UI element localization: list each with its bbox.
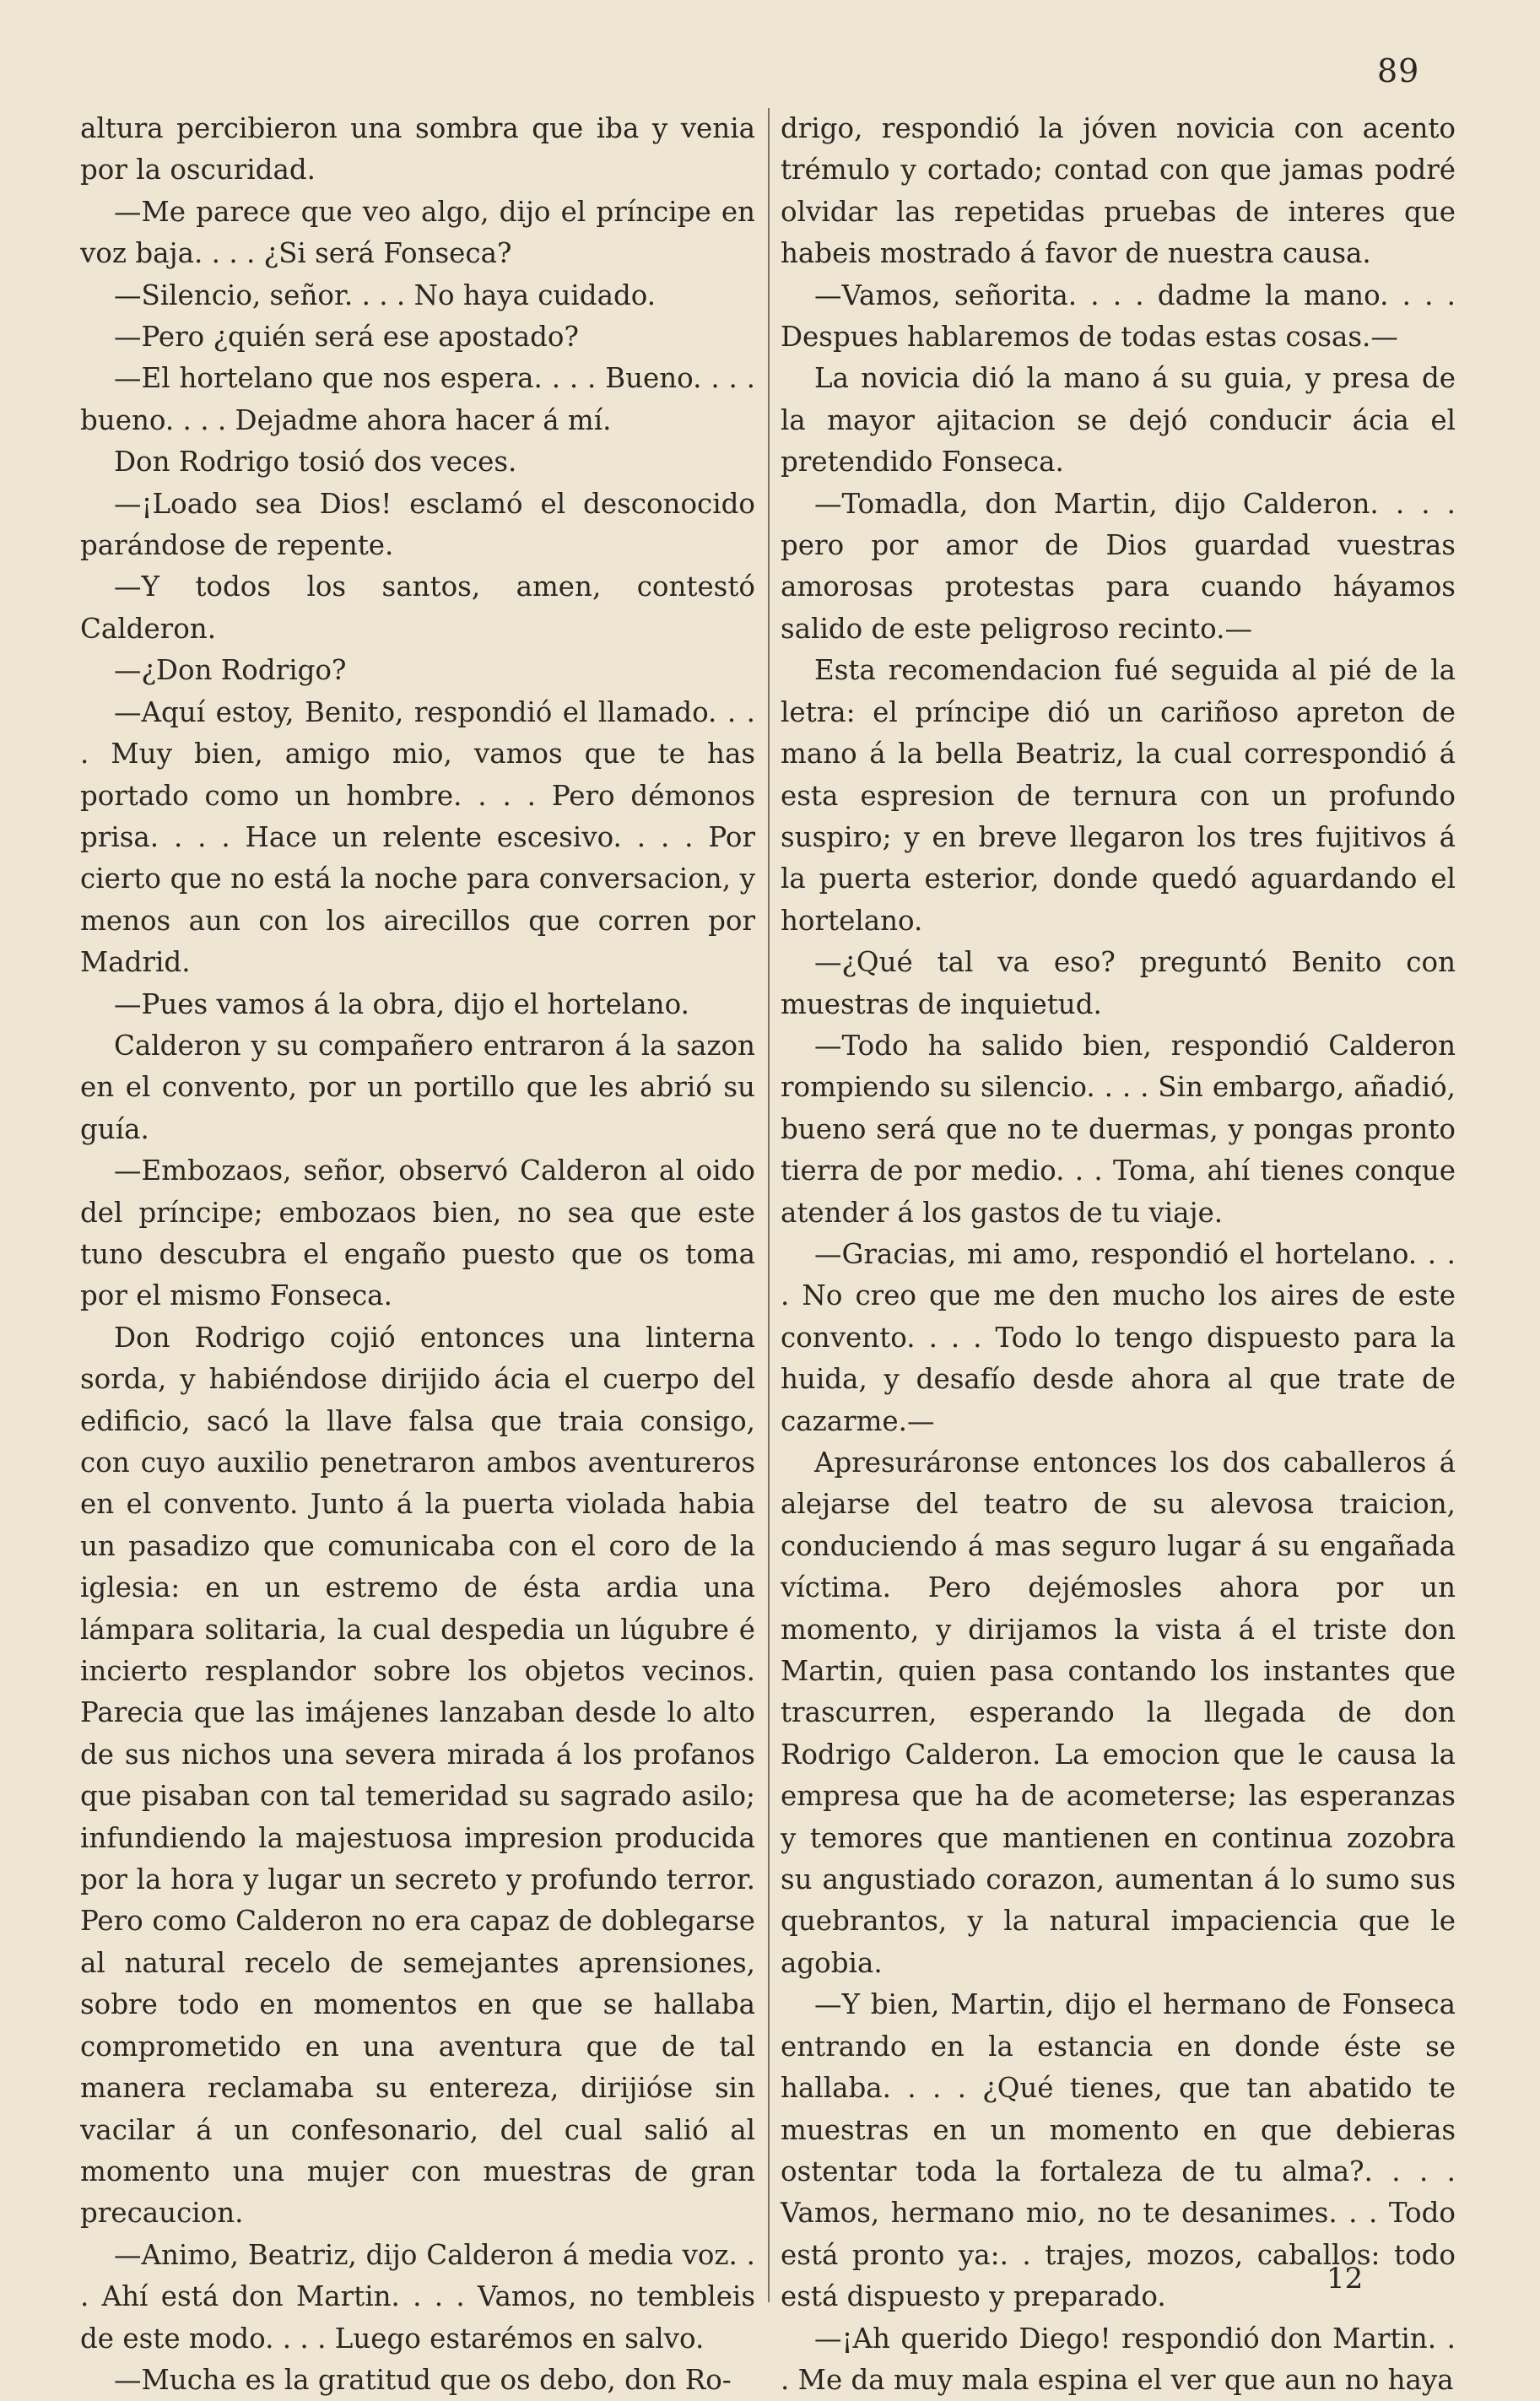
- paragraph: —Animo, Beatriz, dijo Calderon á media voz. . . Ahí está don Martin. . . . Vamos, no tembleis de este modo. . . . Luego estarémos en salvo.: [80, 2238, 755, 2355]
- paragraph: —¡Ah querido Diego! respondió don Martin. . . Me da muy mala espina el ver que aun no haya: [781, 2322, 1456, 2396]
- paragraph: —Mucha es la gratitud que os debo, don Ro-: [114, 2363, 732, 2396]
- paragraph: Esta recomendacion fué seguida al pié de la letra: el príncipe dió un cariñoso apreton de mano á la bella Beatriz, la cual correspondió á esta espresion de ternura con un profundo suspiro; y en breve llegaron los tres fujitivos á la puerta esterior, donde quedó aguardando el hortelano.: [781, 654, 1456, 937]
- paragraph: —Tomadla, don Martin, dijo Calderon. . . . pero por amor de Dios guardad vuestras amorosas protestas para cuando háyamos salido de este peligroso recinto.—: [781, 487, 1456, 645]
- paragraph: —Embozaos, señor, observó Calderon al oido del príncipe; embozaos bien, no sea que este tuno descubra el engaño puesto que os toma por el mismo Fonseca.: [80, 1155, 755, 1312]
- paragraph: Apresuráronse entonces los dos caballeros á alejarse del teatro de su alevosa traicion, conduciendo á mas seguro lugar á su engañada víctima. Pero dejémosles ahora por un momento, y dirijamos la vista á el triste don Martin, quien pasa contando los instantes que trascurren, esperando la llegada de don Rodrigo Calderon. La emocion que le causa la empresa que ha de acometerse; las esperanzas y temores que mantienen en continua zozobra su angustiado corazon, aumentan á lo sumo sus quebrantos, y la natural impaciencia que le agobia.: [781, 1447, 1456, 1979]
- paragraph: altura percibieron una sombra que iba y venia por la oscuridad.: [80, 112, 755, 187]
- paragraph: —Pues vamos á la obra, dijo el hortelano.: [114, 987, 689, 1020]
- right-column: [781, 108, 1456, 2401]
- left-column: [80, 108, 755, 2401]
- paragraph: —Y todos los santos, amen, contestó Calderon.: [80, 571, 755, 645]
- page-number: 89: [1377, 52, 1420, 89]
- paragraph: —Gracias, mi amo, respondió el hortelano. . . . No creo que me den mucho los aires de este convento. . . . Todo lo tengo dispuesto para la huida, y desafío desde ahora al que trate de cazarme.—: [781, 1237, 1456, 1437]
- paragraph: —¿Qué tal va eso? preguntó Benito con muestras de inquietud.: [781, 946, 1456, 1020]
- paragraph: Calderon y su compañero entraron á la sazon en el convento, por un portillo que les abrió su guía.: [80, 1029, 755, 1145]
- paragraph: —El hortelano que nos espera. . . . Bueno. . . . bueno. . . . Dejadme ahora hacer á mí.: [80, 362, 755, 436]
- paragraph: —Me parece que veo algo, dijo el príncipe en voz baja. . . . ¿Si será Fonseca?: [80, 195, 755, 270]
- paragraph: —¿Don Rodrigo?: [114, 654, 347, 687]
- paragraph: —¡Loado sea Dios! esclamó el desconocido parándose de repente.: [80, 487, 755, 562]
- printer-signature: 12: [1327, 2262, 1364, 2296]
- paragraph: —Vamos, señorita. . . . dadme la mano. . . . Despues hablaremos de todas estas cosas.—: [781, 278, 1456, 354]
- paragraph: Don Rodrigo cojió entonces una linterna sorda, y habiéndose dirijido ácia el cuerpo del edificio, sacó la llave falsa que traia consigo, con cuyo auxilio penetraron ambos aventureros en el convento. Junto á la puerta violada habia un pasadizo que comunicaba con el coro de la iglesia: en un estremo de ésta ardia una lámpara solitaria, la cual despedia un lúgubre é incierto resplandor sobre los objetos vecinos. Parecia que las imájenes lanzaban desde lo alto de sus nichos una severa mirada á los profanos que pisaban con tal temeridad su sagrado asilo; infundiendo la majestuosa impresion producida por la hora y lugar un secreto y profundo terror. Pero como Calderon no era capaz de doblegarse al natural recelo de semejantes aprensiones, sobre todo en momentos en que se hallaba comprometido en una aventura que de tal manera reclamaba su entereza, dirijióse sin vacilar á un confesonario, del cual salió al momento una mujer con muestras de gran precaucion.: [80, 1321, 755, 2230]
- column-divider: [768, 108, 770, 2302]
- paragraph: —Y bien, Martin, dijo el hermano de Fonseca entrando en la estancia en donde éste se hallaba. . . . ¿Qué tienes, que tan abatido te muestras en un momento en que debieras ostentar toda la fortaleza de tu alma?. . . . Vamos, hermano mio, no te desanimes. . . Todo está pronto ya:. . trajes, mozos, caballos: todo está dispuesto y preparado.: [781, 1988, 1456, 2313]
- paragraph: —Todo ha salido bien, respondió Calderon rompiendo su silencio. . . . Sin embargo, añadió, bueno será que no te duermas, y pongas pronto tierra de por medio. . . Toma, ahí tienes conque atender á los gastos de tu viaje.: [781, 1029, 1456, 1229]
- paragraph: La novicia dió la mano á su guia, y presa de la mayor ajitacion se dejó conducir ácia el pretendido Fonseca.: [781, 362, 1456, 479]
- paragraph: drigo, respondió la jóven novicia con acento trémulo y cortado; contad con que jamas podré olvidar las repetidas pruebas de interes que habeis mostrado á favor de nuestra causa.: [781, 112, 1456, 270]
- paragraph: —Pero ¿quién será ese apostado?: [114, 321, 579, 354]
- paragraph: —Aquí estoy, Benito, respondió el llamado. . . . Muy bien, amigo mio, vamos que te has portado como un hombre. . . . Pero démonos prisa. . . . Hace un relente escesivo. . . . Por cierto que no está la noche para conversacion, y menos aun con los airecillos que corren por Madrid.: [80, 695, 755, 979]
- paragraph: Don Rodrigo tosió dos veces.: [114, 446, 517, 479]
- paragraph: —Silencio, señor. . . . No haya cuidado.: [114, 278, 657, 311]
